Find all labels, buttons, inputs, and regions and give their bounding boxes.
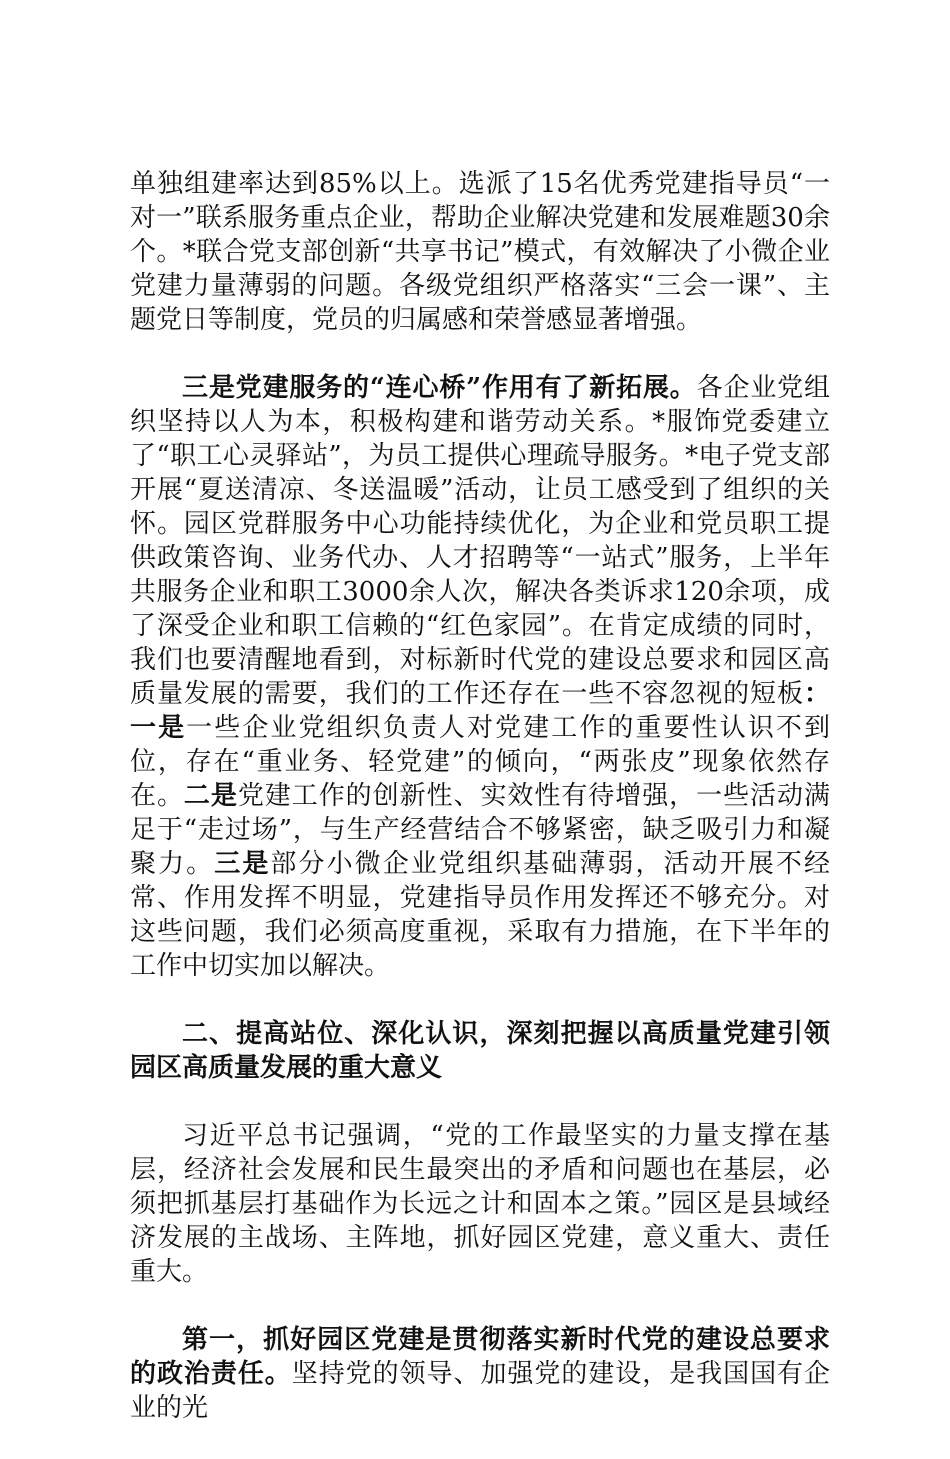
paragraph-lead-bold: 三是党建服务的“连心桥”作用有了新拓展。 (182, 373, 697, 403)
point-three-text: 部分小微企业党组织基础薄弱，活动开展不经常、作用发挥不明显，党建指导员作用发挥还不够充分。对这些问题，我们必须高度重视，采取有力措施，在下半年的工作中切实加以解决。 (130, 849, 830, 981)
point-one-text: 一些企业党组织负责人对党建工作的重要性认识不到位，存在“重业务、轻党建”的倾向，“两张皮”现象依然存在。 (130, 713, 830, 811)
point-two-text: 党建工作的创新性、实效性有待增强，一些活动满足于“走过场”，与生产经营结合不够紧密，缺乏吸引力和凝聚力。 (130, 781, 830, 879)
paragraph-text: 坚持党的领导、加强党的建设，是我国国有企业的光 (130, 1359, 830, 1423)
point-two-label: 二是 (183, 781, 238, 811)
colon-bold: ： (803, 679, 830, 709)
paragraph-text: 各企业党组织坚持以人为本，积极构建和谐劳动关系。*服饰党委建立了“职工心灵驿站”，为员工提供心理疏导服务。*电子党支部开展“夏送清凉、冬送温暖”活动，让员工感受到了组织的关怀。园区党群服务中心功能持续优化，为企业和党员职工提供政策咨询、业务代办、人才招聘等“一站式”服务，上半年共服务企业和职工3000余人次，解决各类诉求120余项，成了深受企业和职工信赖的“红色家园”。在肯定成绩的同时，我们也要清醒地看到，对标新时代党的建设总要求和园区高质量发展的需要，我们的工作还存在一些不容忽视的短板 (130, 373, 830, 709)
paragraph-first-point (130, 1323, 830, 1425)
paragraph-service-bridge (130, 371, 830, 983)
document-page (130, 167, 830, 1459)
paragraph-lead-bold: 第一，抓好园区党建是贯彻落实新时代党的建设总要求的政治责任。 (130, 1325, 830, 1389)
point-three-label: 三是 (214, 849, 271, 879)
paragraph-quote: 习近平总书记强调，“党的工作最坚实的力量支撑在基层，经济社会发展和民生最突出的矛盾和问题也在基层，必须把抓基层打基础作为长远之计和固本之策。”园区是县域经济发展的主战场、主阵地，抓好园区党建，意义重大、责任重大。 (130, 1121, 830, 1287)
section-heading: 二、提高站位、深化认识，深刻把握以高质量党建引领园区高质量发展的重大意义 (130, 1019, 830, 1083)
point-one-label: 一是 (130, 713, 187, 743)
paragraph-continuation: 单独组建率达到85%以上。选派了15名优秀党建指导员“一对一”联系服务重点企业，帮助企业解决党建和发展难题30余个。*联合党支部创新“共享书记”模式，有效解决了小微企业党建力量薄弱的问题。各级党组织严格落实“三会一课”、主题党日等制度，党员的归属感和荣誉感显著增强。 (130, 169, 830, 335)
